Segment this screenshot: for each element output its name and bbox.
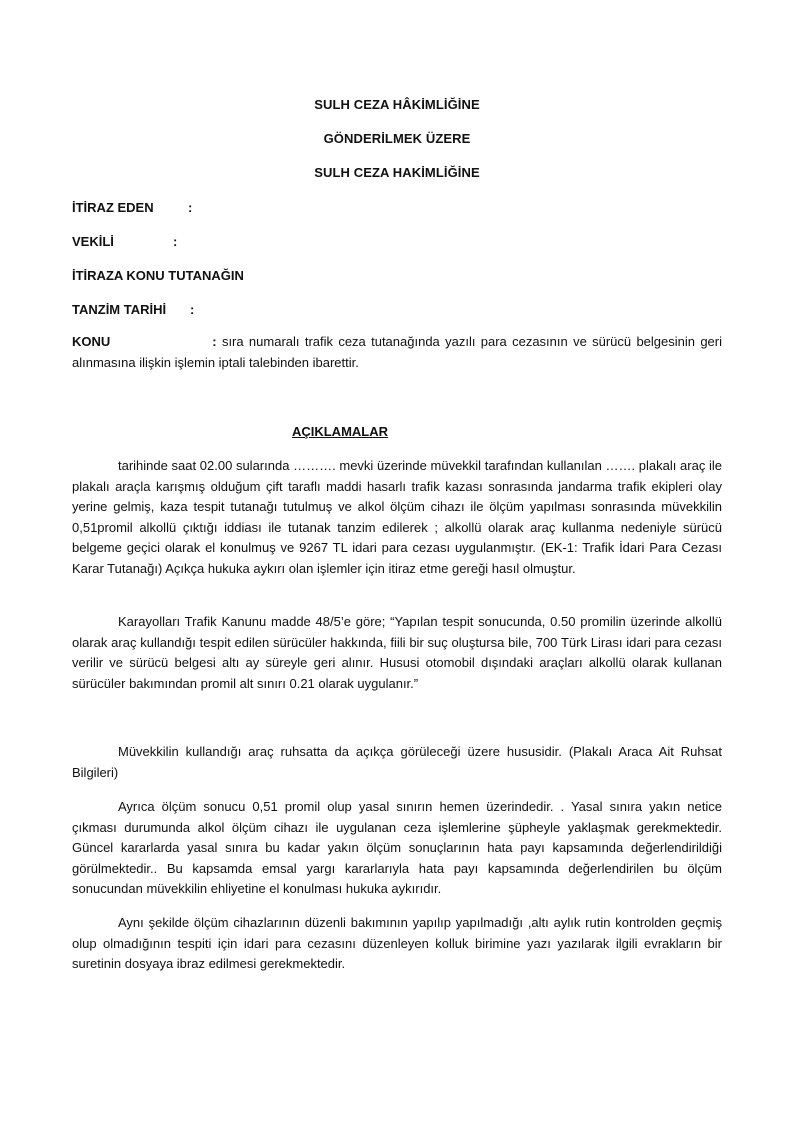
field-konu-colon: : bbox=[212, 334, 217, 349]
field-konu bbox=[72, 332, 722, 373]
field-itiraz-eden bbox=[72, 199, 193, 216]
field-tanzim-tarihi bbox=[72, 301, 195, 318]
field-konu-label: KONU bbox=[72, 334, 111, 349]
field-vekili-label: VEKİLİ bbox=[72, 234, 114, 249]
paragraph-3: Müvekkilin kullandığı araç ruhsatta da açıkça görüleceği üzere hususidir. (Plakalı Araca Ait Ruhsat Bilgileri) bbox=[72, 744, 722, 780]
heading-gonderilmek-uzere: GÖNDERİLMEK ÜZERE bbox=[323, 131, 471, 146]
field-tanzim-tarihi-label: TANZİM TARİHİ bbox=[72, 302, 167, 317]
field-itiraz-eden-colon: : bbox=[188, 200, 193, 215]
field-itiraz-eden-label: İTİRAZ EDEN bbox=[72, 200, 154, 215]
field-itiraza-konu-label: İTİRAZA KONU TUTANAĞIN bbox=[72, 268, 244, 283]
heading-sulh-ceza-hakimligine: SULH CEZA HÂKİMLİĞİNE bbox=[314, 97, 480, 112]
paragraph-1: tarihinde saat 02.00 sularında ………. mevki üzerinde müvekkil tarafından kullanılan ……. plakalı araç ile plakalı araçla karışmış olduğum çift taraflı maddi hasarlı trafik kazası sonrasında jandarma trafik ekipleri olay yerine gelmiş, kaza tespit tutanağı tutulmuş ve alkol ölçüm cihazı ile ölçüm yapılması sonrasında müvekkilin 0,51promil alkollü çıktığı iddiası ile tutanak tanzim edilerek ; alkollü olarak araç kullanma nedeniyle sürücü belgeme geçici olarak el konulmuş ve 9267 TL idari para cezası uygulanmıştır. (EK-1: Trafik İdari Para Cezası Karar Tutanağı) Açıkça hukuka aykırı olan işlemler için itiraz etme gereği hasıl olmuştur. bbox=[72, 458, 722, 576]
field-vekili bbox=[72, 233, 178, 250]
heading-sulh-ceza-hakimligine-2: SULH CEZA HAKİMLİĞİNE bbox=[314, 165, 480, 180]
paragraph-2: Karayolları Trafik Kanunu madde 48/5’e göre; “Yapılan tespit sonucunda, 0.50 promilin üzerinde alkollü olarak araç kullandığı tespit edilen sürücüler hakkında, fiili bir suç oluştursa bile, 700 Türk Lirası idari para cezası verilir ve sürücü belgesi altı ay süreyle geri alınır. Hususi otomobil dışındaki araçları alkollü olarak kullanan sürücüler bakımından promil alt sınırı 0.21 olarak uygulanır.” bbox=[72, 614, 722, 691]
paragraph-4: Ayrıca ölçüm sonucu 0,51 promil olup yasal sınırın hemen üzerindedir. . Yasal sınıra yakın netice çıkması durumunda alkol ölçüm cihazı ile uygulanan ceza işlemlerine şüpheyle yaklaşmak gerekmektedir. Güncel kararlarda yasal sınıra bu kadar yakın ölçüm sonuçlarının hata payı kapsamında değerlendirildiği görülmektedir.. Bu kapsamda emsal yargı kararlarıyla hata payı kapsamında değerlendirilen bu ölçüm sonucundan müvekkilin ehliyetine el konulması hukuka aykırıdır. bbox=[72, 799, 722, 896]
field-konu-text: sıra numaralı trafik ceza tutanağında yazılı para cezasının ve sürücü belgesinin geri alınmasına ilişkin işlemin iptali talebinden ibarettir. bbox=[72, 334, 722, 370]
field-tanzim-tarihi-colon: : bbox=[190, 302, 195, 317]
paragraph-5: Aynı şekilde ölçüm cihazlarının düzenli bakımının yapılıp yapılmadığı ,altı aylık rutin kontrolden geçmiş olup olmadığının tespiti için idari para cezasını düzenleyen kolluk birimine yazı yazılarak ilgili evrakların bir suretinin dosyaya ibraz edilmesi gerekmektedir. bbox=[72, 915, 722, 971]
section-title-aciklamalar: AÇIKLAMALAR bbox=[291, 424, 389, 439]
field-itiraza-konu-tutanagin bbox=[72, 267, 244, 284]
field-vekili-colon: : bbox=[173, 234, 178, 249]
